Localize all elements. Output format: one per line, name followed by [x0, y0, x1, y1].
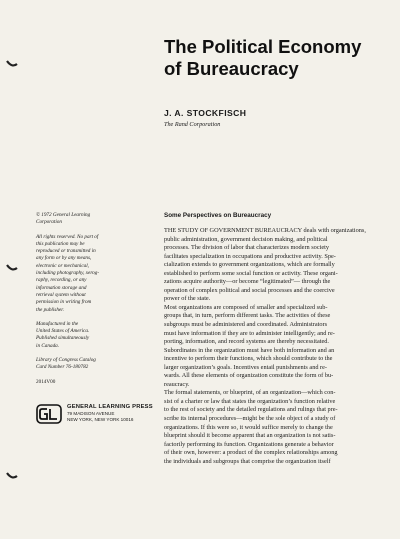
catalog-line: Library of Congress Catalog — [36, 357, 96, 364]
publisher-address-line: NEW YORK, NEW YORK 10016 — [67, 416, 134, 422]
body-text — [164, 227, 396, 466]
rights-line: retrieval system without — [36, 291, 86, 298]
body-line: to the rest of society and the detailed regulations and rulings that pre- — [164, 406, 338, 414]
rights-line: information storage and — [36, 284, 87, 291]
rights-line: including photography, xerog- — [36, 270, 100, 277]
publisher-name: GENERAL LEARNING PRESS — [67, 404, 153, 410]
body-line: power of the state. — [164, 295, 211, 303]
publisher-address-line: 79 MADISON AVENUE — [67, 411, 115, 416]
rights-line: raphy, recording, or any — [36, 277, 87, 284]
body-line: cialization extends to government organizations, which are formally — [164, 261, 335, 269]
body-line: Most organizations are composed of smaller and specialized sub- — [164, 303, 328, 311]
rights-line: electronic or mechanical, — [36, 262, 89, 269]
glp-logo-icon — [36, 404, 62, 424]
rights-line: the publisher. — [36, 306, 64, 313]
author-affiliation: The Rand Corporation — [164, 121, 221, 128]
body-line: established to perform some social function or activity. These organi- — [164, 269, 338, 277]
author-name: J. A. STOCKFISCH — [164, 108, 247, 118]
body-line: organizations. If this were so, it would suffice merely to change the — [164, 423, 333, 431]
body-line: sist of a charter or law that states the organization’s function relative — [164, 397, 336, 405]
rights-line: permission in writing from — [36, 299, 92, 306]
body-line: THE STUDY OF GOVERNMENT BUREAUCRACY deals with organizations, — [164, 227, 366, 234]
title-line: of Bureaucracy — [164, 58, 299, 79]
body-line: facilitates specialization in occupations and productive activity. Spe- — [164, 252, 336, 260]
body-line: must have information if they are to administer intelligently; and re- — [164, 329, 335, 337]
title-line: The Political Economy — [164, 36, 362, 57]
copyright-notice — [36, 212, 136, 227]
rights-notice — [36, 234, 136, 314]
body-line: zations acquire authority—or become “legitimated”— through the — [164, 278, 331, 286]
body-line: The formal statements, or blueprint, of an organization—which con- — [164, 389, 336, 397]
manufactured-line: Manufactured in the — [36, 320, 79, 327]
copyright-line: Corporation — [36, 219, 62, 226]
body-line: processes. The division of labor that characterizes modern society — [164, 244, 329, 252]
body-line: factorily performing its function. Organizations generate a behavior — [164, 440, 334, 448]
body-line: the individuals and subgroups that comprise the organization itself — [164, 457, 331, 465]
rights-line: this publication may be — [36, 240, 85, 247]
rights-line: any form or by any means, — [36, 255, 92, 262]
body-line: reaucracy. — [164, 380, 190, 388]
publication-code: 2014V00 — [36, 378, 56, 385]
page-title — [164, 36, 394, 80]
manufactured-notice — [36, 321, 136, 350]
manufactured-line: in Canada. — [36, 342, 60, 349]
body-line: of their own, however: a product of the complex relationships among — [164, 449, 338, 457]
catalog-line: Card Number 76-180782 — [36, 364, 89, 371]
body-line: groups that, in turn, perform different tasks. The activities of these — [164, 312, 331, 320]
publisher-imprint — [36, 404, 153, 424]
publisher-text — [67, 404, 153, 422]
body-line: subgroups must be administered and coordinated. Administrators — [164, 321, 328, 329]
body-line: incentive to perform their functions, which should contribute to the — [164, 355, 333, 363]
body-line: blueprint should it become apparent that an organization is not satis- — [164, 432, 336, 440]
rights-line: All rights reserved. No part of — [36, 233, 99, 240]
manufactured-line: Published simultaneously — [36, 335, 90, 342]
body-line: wards. All these elements of organization constitute the form of bu- — [164, 372, 334, 380]
copyright-sidebar — [36, 212, 136, 386]
copyright-line: © 1972 General Learning — [36, 212, 91, 218]
binding-hook-mark — [6, 58, 18, 68]
section-heading: Some Perspectives on Bureaucracy — [164, 212, 272, 219]
rights-line: reproduced or transmitted in — [36, 248, 96, 255]
body-line: porting, information, and record systems are thereby necessitated. — [164, 338, 329, 346]
body-line: scribe its internal procedures—might be the sole object of a study of — [164, 415, 336, 423]
body-line: Subordinates in the organization must have both information and an — [164, 346, 335, 354]
body-line: operation of complex political and social processes and the coercive — [164, 286, 335, 294]
body-line: larger organization’s goals. Incentives entail punishments and re- — [164, 363, 327, 371]
catalog-notice — [36, 357, 136, 372]
binding-hook-mark — [6, 470, 18, 480]
manufactured-line: United States of America. — [36, 328, 90, 335]
body-line: public administration, government decision making, and political — [164, 235, 328, 243]
binding-hook-mark — [6, 262, 18, 272]
